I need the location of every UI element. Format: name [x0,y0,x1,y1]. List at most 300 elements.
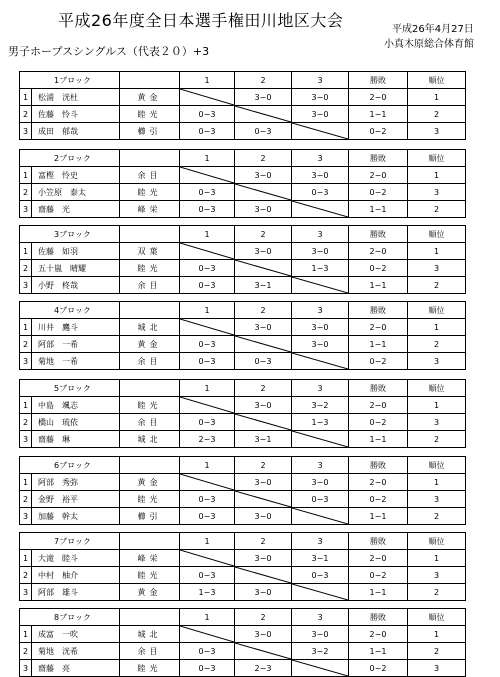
header-m3: 3 [292,226,349,243]
rank: 2 [408,277,466,294]
block-table-3 [19,225,466,294]
player-number: 3 [20,277,32,294]
header-blank [120,533,180,550]
match-score: 3−0 [292,167,349,184]
block-table-5 [19,379,466,448]
player-number: 2 [20,414,32,431]
match-score: 3−1 [235,431,292,448]
match-score: 3−0 [235,474,292,491]
self-match-cell [180,626,235,643]
rank: 1 [408,89,466,106]
player-row [20,508,466,525]
block-table-7 [19,532,466,601]
self-match-cell [180,319,235,336]
player-school: 城北 [120,431,180,448]
rank: 1 [408,319,466,336]
self-match-cell [292,277,349,294]
self-match-cell [235,184,292,201]
block-name: 8ブロック [20,609,120,626]
block-header-row [20,609,466,626]
match-score: 0−3 [180,201,235,218]
match-score: 0−3 [292,491,349,508]
player-name: 川井 鷹斗 [32,319,120,336]
win-loss: 2−0 [349,319,408,336]
header-m3: 3 [292,150,349,167]
match-score: 3−0 [235,550,292,567]
player-name: 佐藤 如羽 [32,243,120,260]
player-school: 睦光 [120,106,180,123]
player-row [20,491,466,508]
player-row [20,626,466,643]
match-score: 0−3 [180,336,235,353]
self-match-cell [235,106,292,123]
rank: 1 [408,626,466,643]
self-match-cell [180,397,235,414]
player-school: 余目 [120,353,180,370]
header-m1: 1 [180,150,235,167]
player-name: 阿部 一希 [32,336,120,353]
player-row [20,106,466,123]
player-school: 城北 [120,626,180,643]
player-name: 成富 一吹 [32,626,120,643]
header-rank: 順位 [408,457,466,474]
player-school: 双葉 [120,243,180,260]
diagonal-line [292,660,348,676]
player-number: 2 [20,106,32,123]
block-name: 7ブロック [20,533,120,550]
player-row [20,431,466,448]
player-name: 橋山 琉依 [32,414,120,431]
block-name: 2ブロック [20,150,120,167]
win-loss: 1−1 [349,336,408,353]
header-m3: 3 [292,609,349,626]
header-record: 勝敗 [349,226,408,243]
player-number: 3 [20,431,32,448]
diagonal-line [235,260,291,276]
self-match-cell [292,660,349,677]
player-number: 3 [20,508,32,525]
player-school: 睦光 [120,260,180,277]
win-loss: 2−0 [349,550,408,567]
win-loss: 2−0 [349,474,408,491]
header-record: 勝敗 [349,380,408,397]
match-score: 0−3 [292,184,349,201]
header-m2: 2 [235,533,292,550]
self-match-cell [180,167,235,184]
player-row [20,584,466,601]
rank: 3 [408,123,466,140]
diagonal-line [292,123,348,139]
self-match-cell [180,89,235,106]
match-score: 0−3 [180,260,235,277]
win-loss: 0−2 [349,260,408,277]
rank: 2 [408,336,466,353]
win-loss: 0−2 [349,660,408,677]
match-score: 3−0 [292,243,349,260]
rank: 2 [408,643,466,660]
match-score: 0−3 [235,353,292,370]
diagonal-line [235,643,291,659]
match-score: 3−0 [292,626,349,643]
win-loss: 1−1 [349,201,408,218]
match-score: 3−0 [292,336,349,353]
self-match-cell [292,201,349,218]
player-row [20,643,466,660]
player-row [20,550,466,567]
self-match-cell [180,474,235,491]
match-score: 3−0 [292,106,349,123]
diagonal-line [180,550,234,566]
header-blank [120,457,180,474]
player-name: 富樫 怜史 [32,167,120,184]
player-name: 五十嵐 晴耀 [32,260,120,277]
self-match-cell [235,414,292,431]
player-number: 1 [20,243,32,260]
player-number: 1 [20,474,32,491]
match-score: 3−0 [235,584,292,601]
diagonal-line [180,474,234,490]
player-school: 睦光 [120,567,180,584]
rank: 2 [408,584,466,601]
header-record: 勝敗 [349,150,408,167]
block-table-6 [19,456,466,525]
header-m1: 1 [180,380,235,397]
win-loss: 2−0 [349,243,408,260]
player-school: 睦光 [120,660,180,677]
rank: 3 [408,491,466,508]
match-score: 3−2 [292,643,349,660]
block-header-row [20,226,466,243]
player-row [20,474,466,491]
diagonal-line [235,414,291,430]
player-name: 菊地 一希 [32,353,120,370]
diagonal-line [235,491,291,507]
match-score: 3−0 [235,397,292,414]
player-number: 3 [20,201,32,218]
header-blank [120,380,180,397]
header-rank: 順位 [408,609,466,626]
rank: 1 [408,243,466,260]
match-score: 0−3 [180,491,235,508]
self-match-cell [235,260,292,277]
player-number: 2 [20,336,32,353]
block-header-row [20,533,466,550]
match-score: 0−3 [180,123,235,140]
header-record: 勝敗 [349,457,408,474]
self-match-cell [292,123,349,140]
header-record: 勝敗 [349,609,408,626]
player-name: 成田 郁哉 [32,123,120,140]
win-loss: 0−2 [349,184,408,201]
self-match-cell [180,550,235,567]
rank: 1 [408,397,466,414]
diagonal-line [235,336,291,352]
header-m2: 2 [235,457,292,474]
header-m1: 1 [180,609,235,626]
match-score: 1−3 [292,260,349,277]
player-school: 城北 [120,319,180,336]
player-name: 小野 柊哉 [32,277,120,294]
header-blank [120,302,180,319]
player-number: 2 [20,491,32,508]
player-name: 金野 裕平 [32,491,120,508]
player-school: 睦光 [120,397,180,414]
match-score: 0−3 [180,106,235,123]
player-school: 峰栄 [120,201,180,218]
player-number: 2 [20,260,32,277]
block-table-4 [19,301,466,370]
player-school: 黄金 [120,584,180,601]
player-row [20,277,466,294]
self-match-cell [235,491,292,508]
header-record: 勝敗 [349,72,408,89]
diagonal-line [180,626,234,642]
diagonal-line [292,508,348,524]
player-row [20,414,466,431]
player-school: 睦光 [120,184,180,201]
match-score: 3−0 [235,167,292,184]
self-match-cell [235,567,292,584]
match-score: 3−1 [292,550,349,567]
player-number: 2 [20,643,32,660]
match-score: 3−0 [235,626,292,643]
player-row [20,184,466,201]
player-name: 小笠原 泰太 [32,184,120,201]
block-table-8 [19,608,466,677]
win-loss: 0−2 [349,353,408,370]
player-number: 2 [20,567,32,584]
win-loss: 1−1 [349,584,408,601]
match-score: 0−3 [180,643,235,660]
win-loss: 1−1 [349,277,408,294]
header-m2: 2 [235,609,292,626]
player-row [20,319,466,336]
player-name: 佐藤 怜斗 [32,106,120,123]
win-loss: 0−2 [349,491,408,508]
player-name: 阿部 雄斗 [32,584,120,601]
self-match-cell [235,643,292,660]
win-loss: 2−0 [349,167,408,184]
self-match-cell [292,584,349,601]
header-m1: 1 [180,533,235,550]
player-number: 1 [20,167,32,184]
rank: 1 [408,167,466,184]
player-name: 中島 颯志 [32,397,120,414]
block-name: 6ブロック [20,457,120,474]
match-score: 3−2 [292,397,349,414]
win-loss: 1−1 [349,431,408,448]
self-match-cell [292,431,349,448]
diagonal-line [180,167,234,183]
header-m1: 1 [180,226,235,243]
block-name: 4ブロック [20,302,120,319]
player-school: 余目 [120,643,180,660]
header-m1: 1 [180,457,235,474]
player-row [20,260,466,277]
match-score: 0−3 [180,414,235,431]
player-row [20,89,466,106]
match-score: 3−0 [235,89,292,106]
header-m3: 3 [292,380,349,397]
self-match-cell [180,243,235,260]
diagonal-line [292,277,348,293]
match-score: 2−3 [235,660,292,677]
player-school: 櫛引 [120,508,180,525]
header-m1: 1 [180,302,235,319]
player-number: 3 [20,660,32,677]
match-score: 0−3 [180,353,235,370]
block-name: 5ブロック [20,380,120,397]
player-number: 1 [20,397,32,414]
header-m3: 3 [292,302,349,319]
block-name: 3ブロック [20,226,120,243]
win-loss: 2−0 [349,626,408,643]
header-m2: 2 [235,150,292,167]
diagonal-line [235,184,291,200]
rank: 1 [408,474,466,491]
rank: 2 [408,201,466,218]
block-table-1 [19,71,466,140]
match-score: 3−1 [235,277,292,294]
match-score: 3−0 [235,243,292,260]
match-score: 1−3 [292,414,349,431]
win-loss: 0−2 [349,123,408,140]
player-number: 1 [20,550,32,567]
player-school: 櫛引 [120,123,180,140]
diagonal-line [180,397,234,413]
match-score: 3−0 [235,201,292,218]
diagonal-line [235,106,291,122]
rank: 3 [408,660,466,677]
diagonal-line [180,89,234,105]
player-name: 加藤 幹太 [32,508,120,525]
player-school: 余目 [120,167,180,184]
player-school: 余目 [120,277,180,294]
match-score: 3−0 [292,319,349,336]
header-rank: 順位 [408,533,466,550]
rank: 3 [408,567,466,584]
header-blank [120,72,180,89]
header-record: 勝敗 [349,533,408,550]
player-school: 黄金 [120,336,180,353]
rank: 1 [408,550,466,567]
header-record: 勝敗 [349,302,408,319]
header-rank: 順位 [408,72,466,89]
rank: 3 [408,184,466,201]
player-school: 峰栄 [120,550,180,567]
block-header-row [20,72,466,89]
header-m1: 1 [180,72,235,89]
win-loss: 1−1 [349,508,408,525]
header-rank: 順位 [408,226,466,243]
player-number: 1 [20,626,32,643]
event-date: 平成26年4月27日 [392,24,474,35]
diagonal-line [180,319,234,335]
header-blank [120,226,180,243]
match-score: 3−0 [235,508,292,525]
player-school: 睦光 [120,491,180,508]
block-name: 1ブロック [20,72,120,89]
match-score: 1−3 [180,584,235,601]
player-school: 余目 [120,414,180,431]
rank: 2 [408,508,466,525]
rank: 3 [408,260,466,277]
win-loss: 1−1 [349,643,408,660]
header-m3: 3 [292,457,349,474]
win-loss: 2−0 [349,89,408,106]
player-name: 齋藤 光 [32,201,120,218]
header-rank: 順位 [408,302,466,319]
rank: 2 [408,106,466,123]
match-score: 2−3 [180,431,235,448]
match-score: 3−0 [292,474,349,491]
page-title: 平成26年度全日本選手権田川地区大会 [58,11,344,30]
self-match-cell [292,353,349,370]
header-m2: 2 [235,302,292,319]
header-m2: 2 [235,72,292,89]
block-header-row [20,150,466,167]
diagonal-line [292,201,348,217]
player-name: 菊地 洸希 [32,643,120,660]
header-m2: 2 [235,380,292,397]
player-row [20,567,466,584]
diagonal-line [292,353,348,369]
match-score: 0−3 [235,123,292,140]
player-number: 1 [20,89,32,106]
player-row [20,336,466,353]
player-name: 松浦 洸杜 [32,89,120,106]
player-number: 3 [20,584,32,601]
header-rank: 順位 [408,380,466,397]
diagonal-line [180,243,234,259]
match-score: 0−3 [180,567,235,584]
match-score: 0−3 [292,567,349,584]
player-row [20,397,466,414]
rank: 3 [408,353,466,370]
player-number: 3 [20,123,32,140]
match-score: 0−3 [180,508,235,525]
diagonal-line [292,431,348,447]
win-loss: 1−1 [349,106,408,123]
player-name: 阿部 秀弥 [32,474,120,491]
win-loss: 2−0 [349,397,408,414]
match-score: 3−0 [292,89,349,106]
block-header-row [20,457,466,474]
player-school: 黄金 [120,474,180,491]
player-name: 齋藤 亮 [32,660,120,677]
rank: 3 [408,414,466,431]
header-blank [120,150,180,167]
self-match-cell [292,508,349,525]
player-number: 2 [20,184,32,201]
match-score: 0−3 [180,660,235,677]
match-score: 0−3 [180,277,235,294]
win-loss: 0−2 [349,414,408,431]
player-row [20,243,466,260]
win-loss: 0−2 [349,567,408,584]
player-name: 大滝 睦斗 [32,550,120,567]
player-row [20,201,466,218]
player-row [20,167,466,184]
player-row [20,353,466,370]
player-number: 3 [20,353,32,370]
block-header-row [20,302,466,319]
header-m3: 3 [292,533,349,550]
block-table-2 [19,149,466,218]
diagonal-line [235,567,291,583]
self-match-cell [235,336,292,353]
block-header-row [20,380,466,397]
